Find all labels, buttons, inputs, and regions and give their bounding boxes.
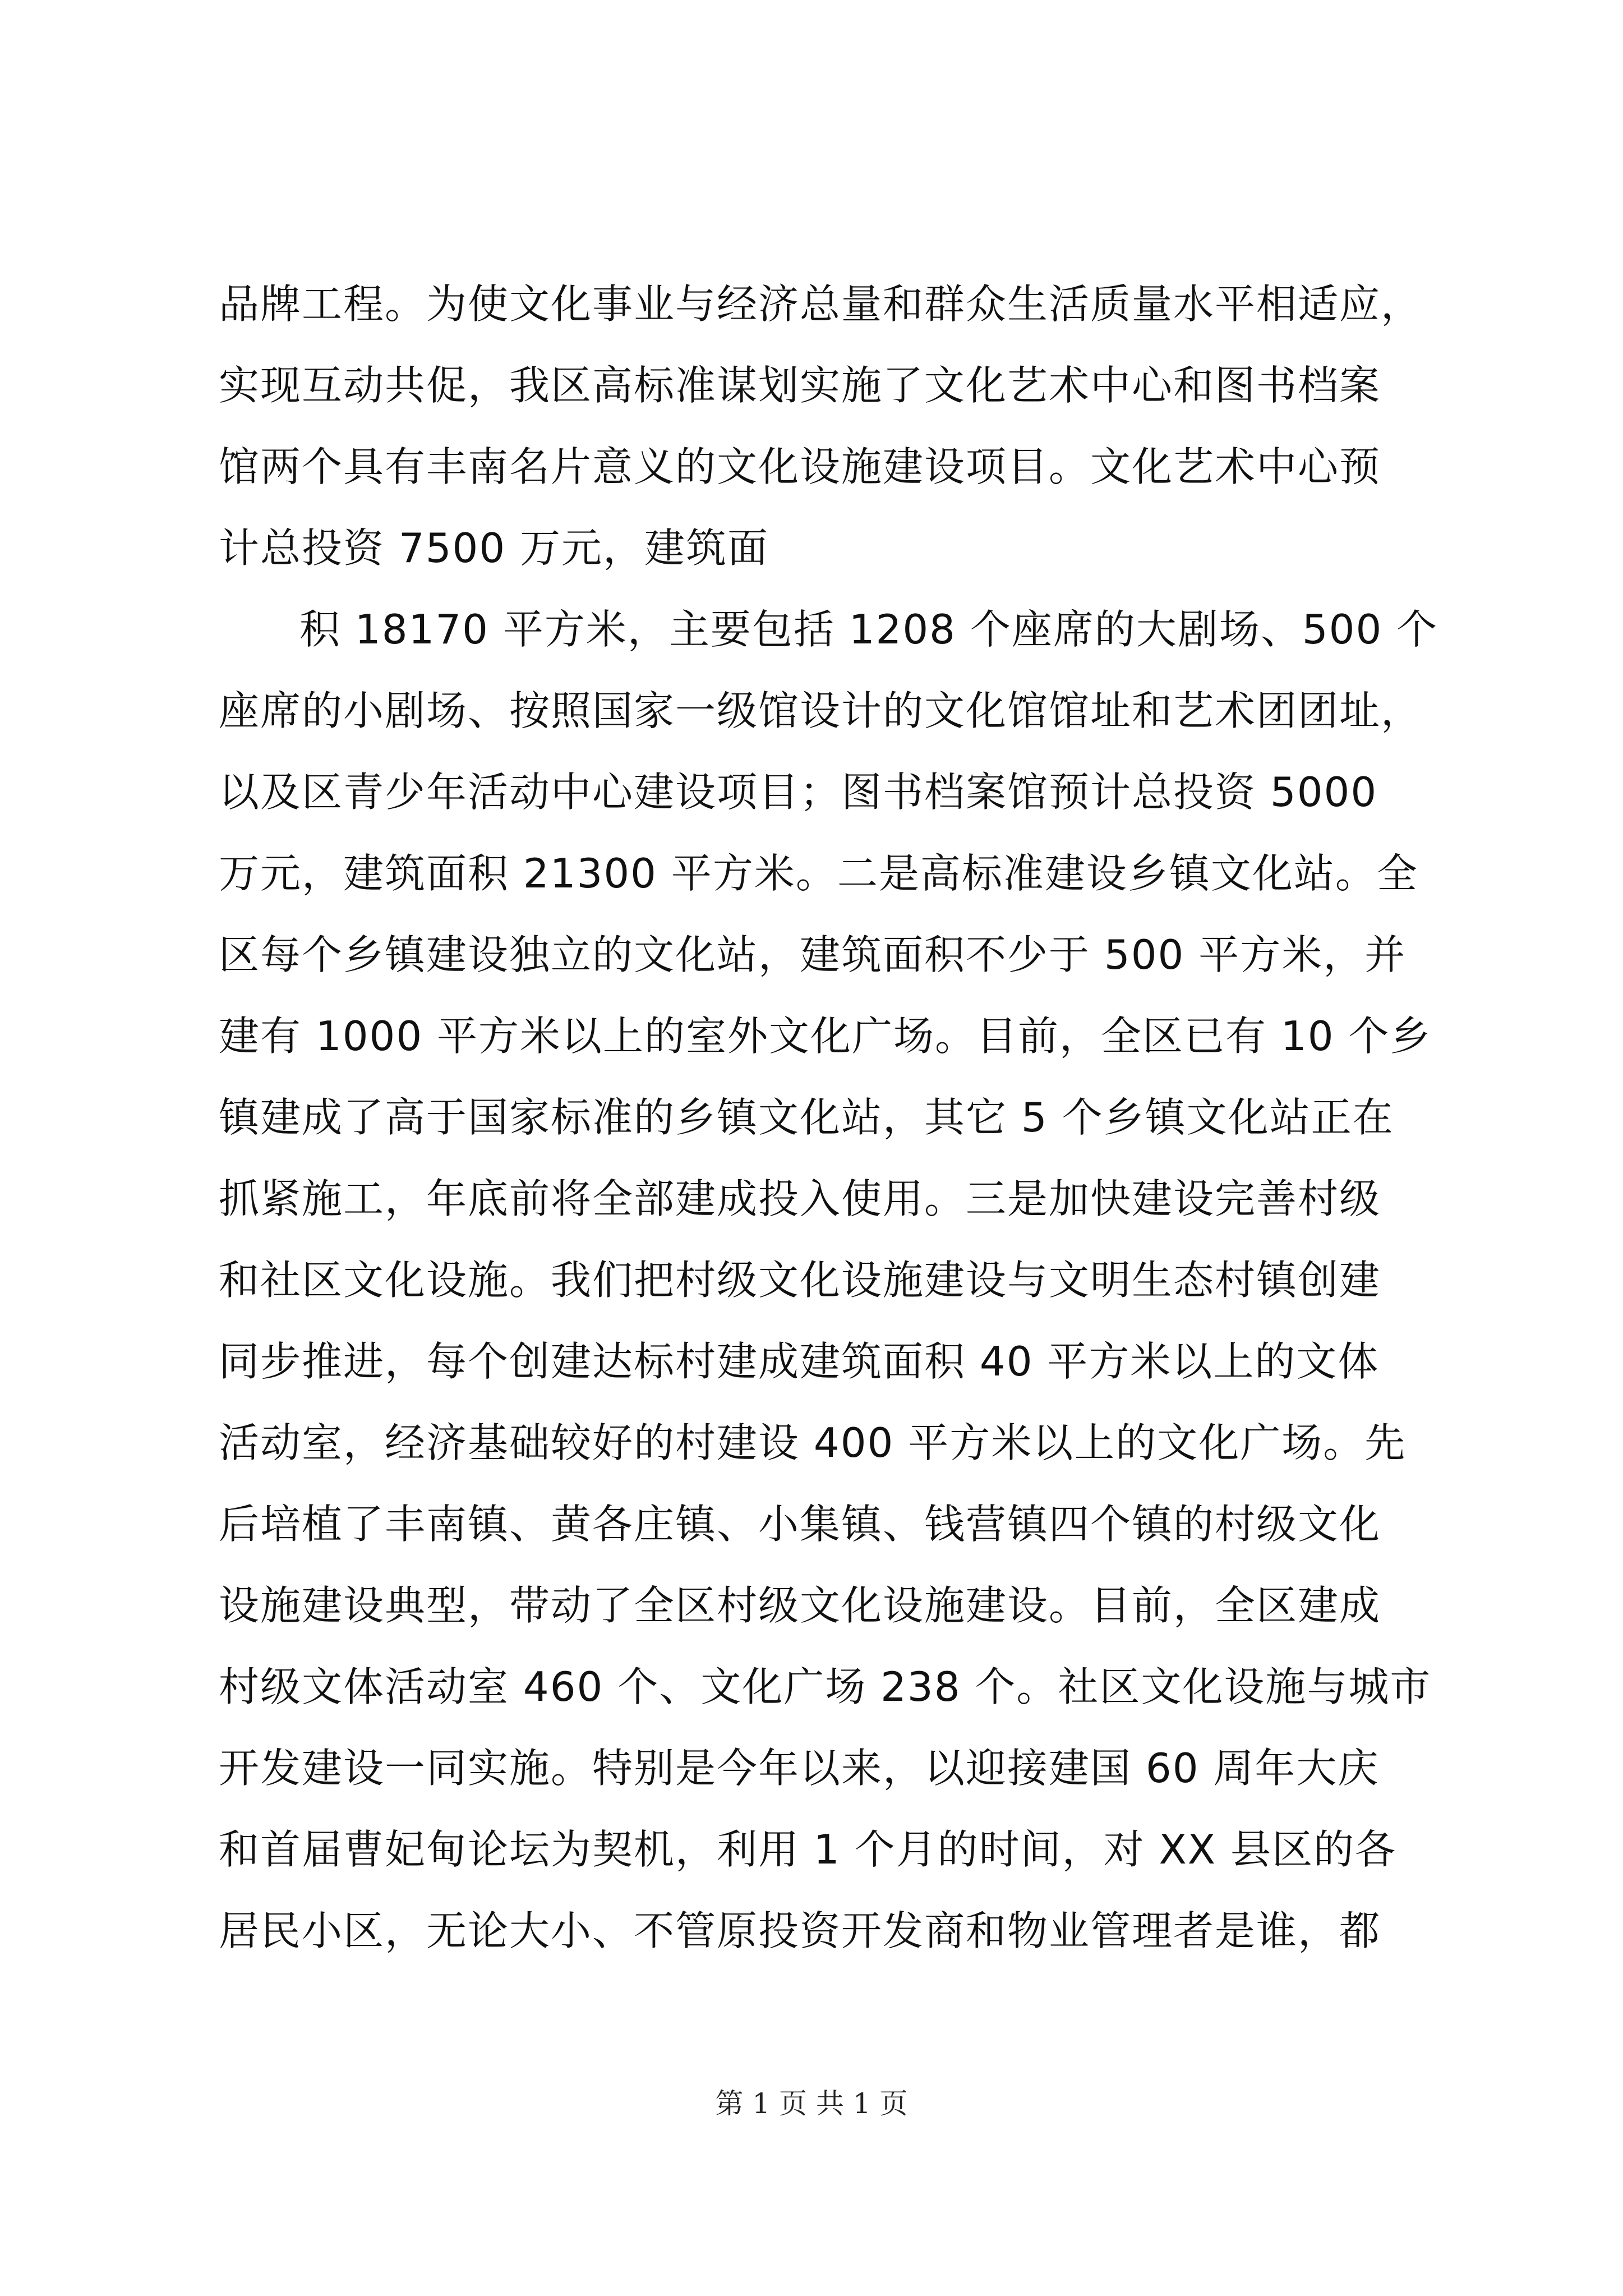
text-line: 开发建设一同实施。特别是今年以来，以迎接建国 60 周年大庆 <box>219 1745 1380 1792</box>
text-line: 设施建设典型，带动了全区村级文化设施建设。目前，全区建成 <box>219 1582 1381 1629</box>
text-line: 村级文体活动室 460 个、文化广场 238 个。社区文化设施与城市 <box>219 1663 1432 1710</box>
text-line: 和首届曹妃甸论坛为契机，利用 1 个月的时间，对 XX 县区的各 <box>219 1826 1397 1873</box>
text-line: 区每个乡镇建设独立的文化站，建筑面积不少于 500 平方米，并 <box>219 931 1407 978</box>
text-line: 和社区文化设施。我们把村级文化设施建设与文明生态村镇创建 <box>219 1257 1381 1304</box>
page-footer <box>0 2087 1623 2120</box>
text-line: 实现互动共促，我区高标准谋划实施了文化艺术中心和图书档案 <box>219 362 1381 409</box>
text-line: 后培植了丰南镇、黄各庄镇、小集镇、钱营镇四个镇的村级文化 <box>219 1501 1381 1548</box>
text-line: 居民小区，无论大小、不管原投资开发商和物业管理者是谁，都 <box>219 1907 1381 1954</box>
text-line: 同步推进，每个创建达标村建成建筑面积 40 平方米以上的文体 <box>219 1338 1380 1385</box>
text-line: 建有 1000 平方米以上的室外文化广场。目前，全区已有 10 个乡 <box>219 1013 1432 1060</box>
paragraph-first-line: 积 18170 平方米，主要包括 1208 个座席的大剧场、500 个 <box>299 606 1438 653</box>
text-line: 活动室，经济基础较好的村建设 400 平方米以上的文化广场。先 <box>219 1419 1407 1466</box>
text-line: 以及区青少年活动中心建设项目；图书档案馆预计总投资 5000 <box>219 769 1378 816</box>
text-line: 计总投资 7500 万元，建筑面 <box>219 524 769 572</box>
text-line: 抓紧施工，年底前将全部建成投入使用。三是加快建设完善村级 <box>219 1175 1381 1222</box>
text-line: 万元，建筑面积 21300 平方米。二是高标准建设乡镇文化站。全 <box>219 850 1418 897</box>
body-text <box>219 264 1438 1972</box>
text-line: 镇建成了高于国家标准的乡镇文化站，其它 5 个乡镇文化站正在 <box>219 1094 1394 1141</box>
text-line: 品牌工程。为使文化事业与经济总量和群众生活质量水平相适应， <box>219 280 1423 328</box>
text-line: 座席的小剧场、按照国家一级馆设计的文化馆馆址和艺术团团址， <box>219 687 1423 734</box>
text-line: 馆两个具有丰南名片意义的文化设施建设项目。文化艺术中心预 <box>219 443 1381 490</box>
page-number-label: 第 1 页 共 1 页 <box>715 2087 908 2120</box>
